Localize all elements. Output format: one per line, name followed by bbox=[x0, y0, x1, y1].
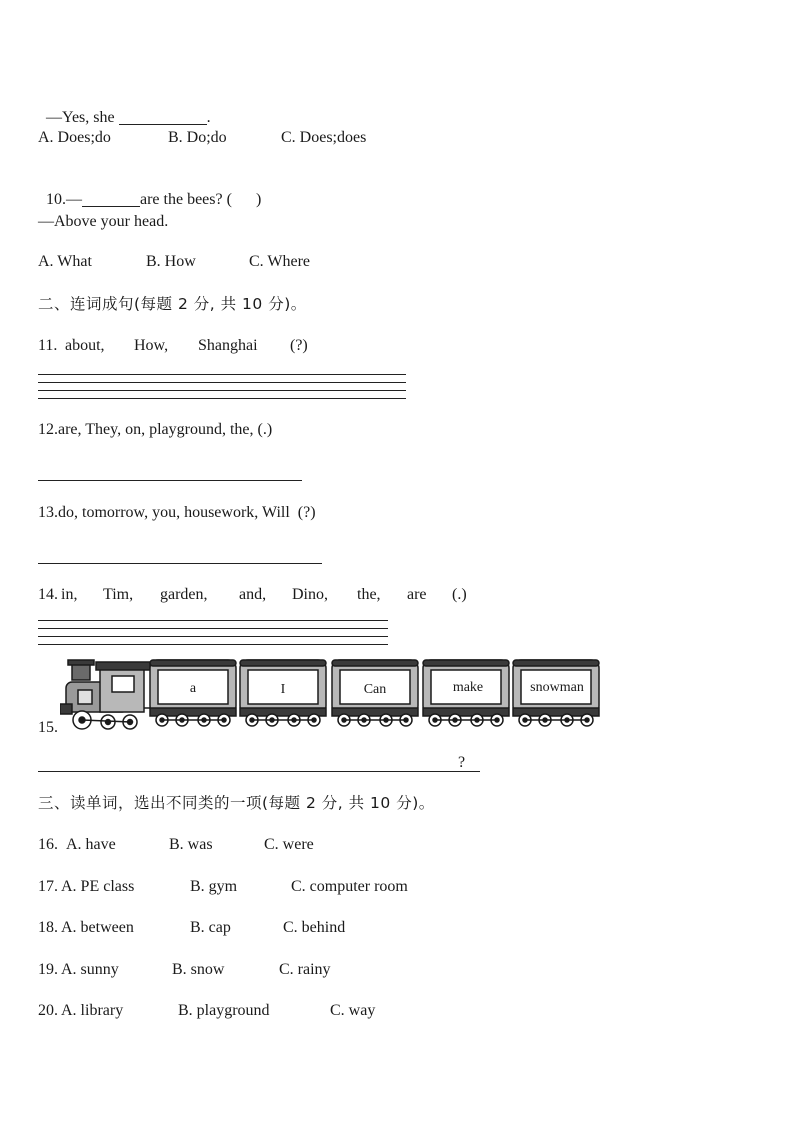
q10-option-a[interactable]: A. What bbox=[38, 253, 92, 270]
steam-locomotive-icon bbox=[60, 660, 152, 729]
q11-writing-line[interactable] bbox=[38, 382, 406, 383]
train-car-word-4: make bbox=[452, 680, 484, 695]
q17-option-b[interactable]: B. gym bbox=[190, 878, 238, 895]
train-car-word-2: I bbox=[280, 682, 286, 697]
q17-option-a[interactable]: A. PE class bbox=[61, 878, 135, 895]
q20-option-c[interactable]: C. way bbox=[330, 1002, 376, 1019]
q9-option-a[interactable]: A. Does;do bbox=[38, 129, 111, 146]
q10-answer: —Above your head. bbox=[38, 213, 169, 230]
q9-answer-line bbox=[38, 88, 211, 128]
q15-number: 15. bbox=[38, 719, 58, 736]
q10-dash: — bbox=[66, 191, 82, 208]
q9-option-c[interactable]: C. Does;does bbox=[281, 129, 367, 146]
q9-answer-text: —Yes, she bbox=[46, 109, 119, 126]
q13-answer-line[interactable] bbox=[38, 563, 322, 564]
q10-question bbox=[38, 170, 261, 210]
q11-word: Shanghai bbox=[198, 337, 258, 354]
q20-option-b[interactable]: B. playground bbox=[178, 1002, 270, 1019]
q14-word: Dino, bbox=[292, 586, 328, 603]
q12-question: 12.are, They, on, playground, the, (.) bbox=[38, 421, 273, 438]
q14-word: (.) bbox=[452, 586, 467, 603]
q17-number: 17. bbox=[38, 878, 58, 895]
q14-writing-line[interactable] bbox=[38, 628, 388, 629]
q10-option-b[interactable]: B. How bbox=[146, 253, 196, 270]
q18-option-b[interactable]: B. cap bbox=[190, 919, 231, 936]
q19-option-a[interactable]: A. sunny bbox=[61, 961, 119, 978]
q11-writing-line[interactable] bbox=[38, 398, 406, 399]
q19-number: 19. bbox=[38, 961, 58, 978]
q14-writing-line[interactable] bbox=[38, 636, 388, 637]
q14-word: are bbox=[407, 586, 427, 603]
q9-option-b[interactable]: B. Do;do bbox=[168, 129, 227, 146]
q11-writing-line[interactable] bbox=[38, 374, 406, 375]
q16-option-b[interactable]: B. was bbox=[169, 836, 213, 853]
q14-word: garden, bbox=[160, 586, 208, 603]
q16-option-c[interactable]: C. were bbox=[264, 836, 314, 853]
q14-word: and, bbox=[239, 586, 267, 603]
q10-stem: are the bees? ( ) bbox=[140, 191, 262, 208]
q11-writing-line[interactable] bbox=[38, 390, 406, 391]
train-car-word-3: Can bbox=[363, 682, 387, 697]
section-3-heading: 三、读单词，选出不同类的一项(每题 2 分, 共 10 分)。 bbox=[38, 794, 435, 812]
q9-answer-blank[interactable] bbox=[119, 124, 207, 125]
q14-number: 14. bbox=[38, 586, 58, 603]
q20-option-a[interactable]: A. library bbox=[61, 1002, 124, 1019]
q10-number: 10. bbox=[46, 191, 66, 208]
q9-period: . bbox=[206, 109, 211, 126]
q18-option-a[interactable]: A. between bbox=[61, 919, 134, 936]
q14-word: Tim, bbox=[103, 586, 134, 603]
q11-number: 11. bbox=[38, 337, 58, 354]
q16-number: 16. bbox=[38, 836, 58, 853]
q15-train-picture bbox=[60, 656, 605, 736]
q16-option-a[interactable]: A. have bbox=[66, 836, 116, 853]
section-2-heading: 二、连词成句(每题 2 分, 共 10 分)。 bbox=[38, 295, 307, 313]
train-car-word-5: snowman bbox=[530, 680, 584, 695]
q14-word: in, bbox=[61, 586, 78, 603]
q20-number: 20. bbox=[38, 1002, 58, 1019]
q12-answer-line[interactable] bbox=[38, 480, 302, 481]
q18-option-c[interactable]: C. behind bbox=[283, 919, 346, 936]
q13-question: 13.do, tomorrow, you, housework, Will (?) bbox=[38, 504, 316, 521]
q10-blank[interactable] bbox=[82, 206, 140, 207]
q17-option-c[interactable]: C. computer room bbox=[291, 878, 408, 895]
q14-writing-line[interactable] bbox=[38, 644, 388, 645]
q11-word: (?) bbox=[290, 337, 308, 354]
q11-word: How, bbox=[134, 337, 169, 354]
q15-question-mark: ? bbox=[458, 754, 466, 771]
q15-answer-line[interactable] bbox=[38, 771, 480, 772]
q14-writing-line[interactable] bbox=[38, 620, 388, 621]
q19-option-c[interactable]: C. rainy bbox=[279, 961, 331, 978]
q19-option-b[interactable]: B. snow bbox=[172, 961, 225, 978]
q18-number: 18. bbox=[38, 919, 58, 936]
q14-word: the, bbox=[357, 586, 381, 603]
q11-word: about, bbox=[65, 337, 105, 354]
train-car-word-1: a bbox=[189, 681, 197, 696]
q10-option-c[interactable]: C. Where bbox=[249, 253, 311, 270]
